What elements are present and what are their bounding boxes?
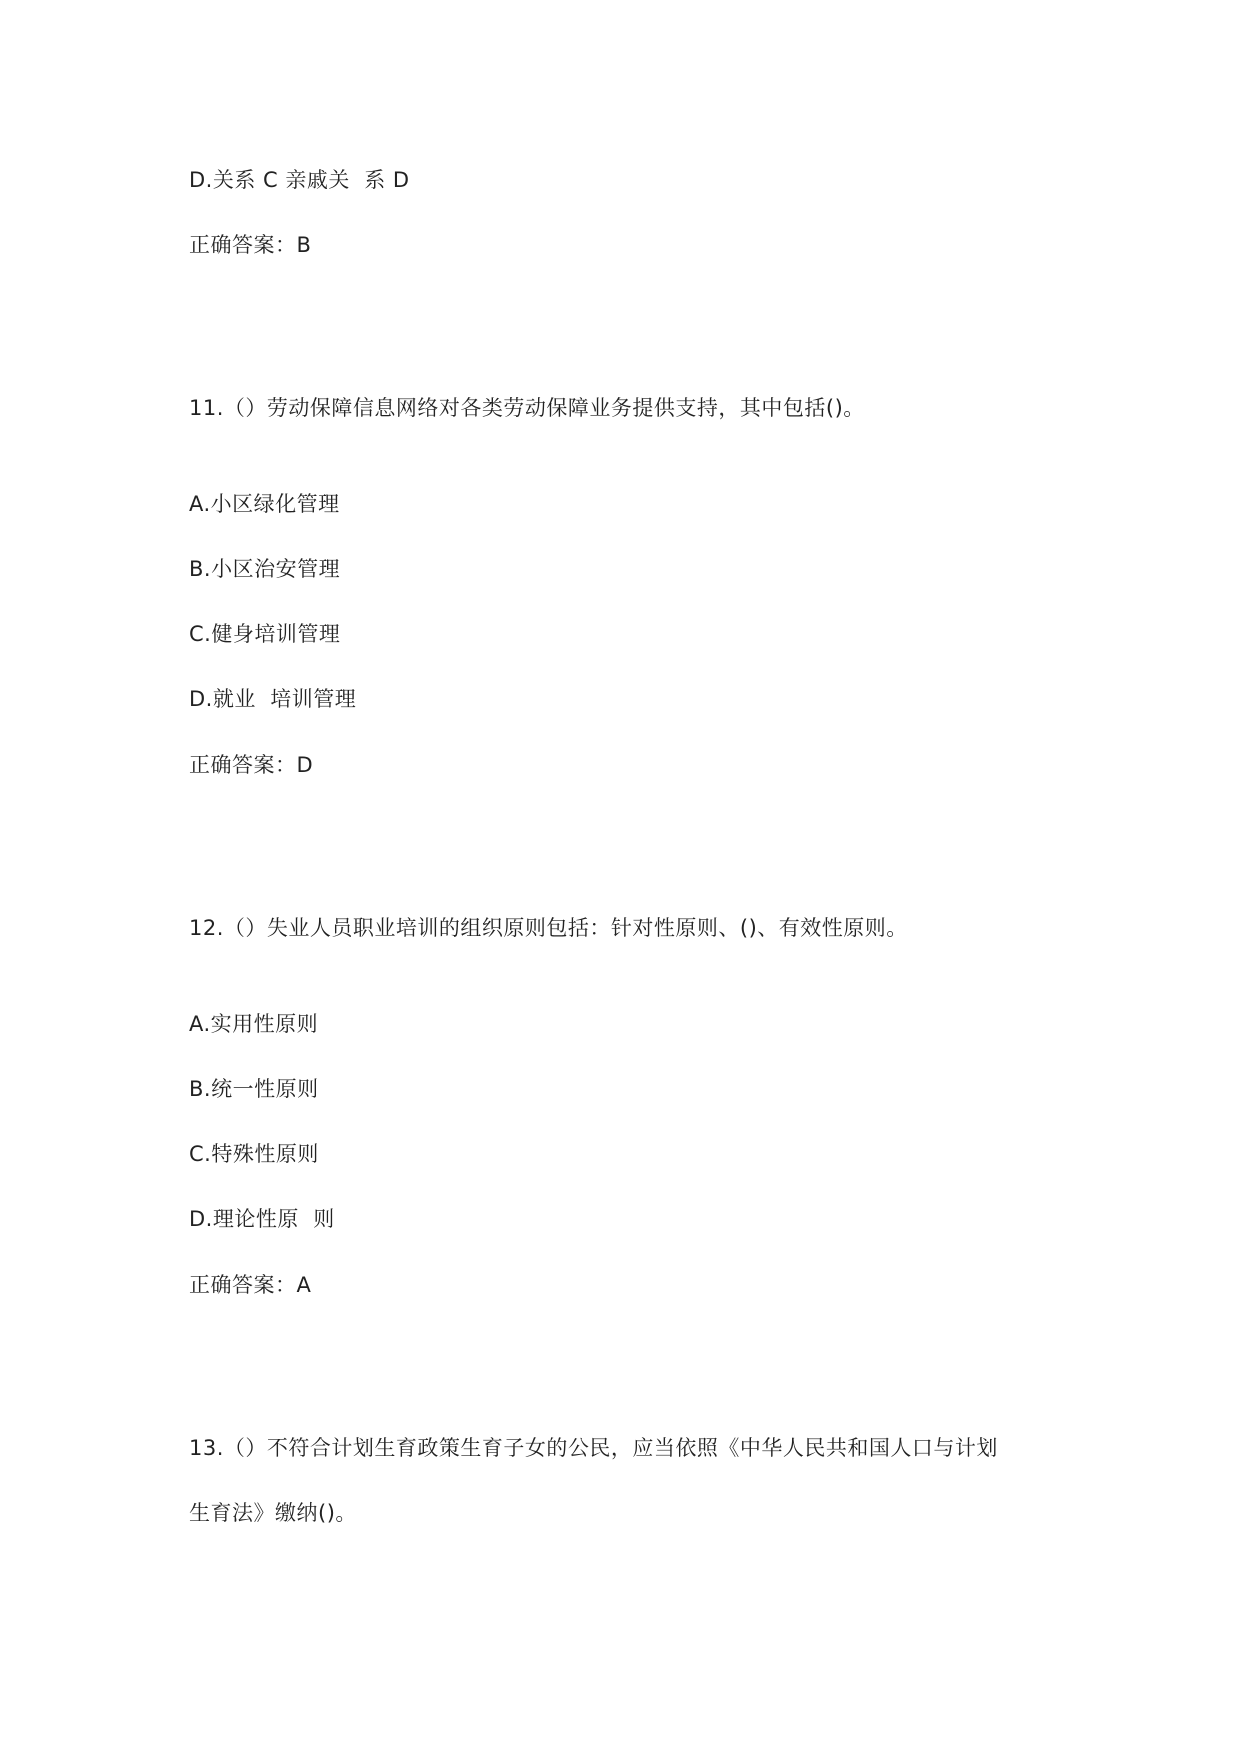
q12-option-c: C.特殊性原则 — [189, 1142, 319, 1166]
q13-question-line2: 生育法》缴纳()。 — [189, 1501, 357, 1525]
q10-option-d: D.关系 C 亲戚关 系 D — [189, 168, 410, 192]
q12-question: 12.（）失业人员职业培训的组织原则包括：针对性原则、()、有效性原则。 — [189, 916, 908, 940]
q12-option-b: B.统一性原则 — [189, 1077, 319, 1101]
q10-answer: 正确答案：B — [189, 233, 312, 257]
q12-option-d: D.理论性原 则 — [189, 1207, 335, 1231]
q11-option-b: B.小区治安管理 — [189, 557, 341, 581]
q11-option-a: A.小区绿化管理 — [189, 492, 340, 516]
q11-answer: 正确答案：D — [189, 753, 314, 777]
q12-answer: 正确答案：A — [189, 1273, 312, 1297]
q13-question-line1: 13.（）不符合计划生育政策生育子女的公民，应当依照《中华人民共和国人口与计划 — [189, 1436, 998, 1460]
q12-option-a: A.实用性原则 — [189, 1012, 319, 1036]
q11-option-d: D.就业 培训管理 — [189, 687, 357, 711]
q11-option-c: C.健身培训管理 — [189, 622, 341, 646]
q11-question: 11.（）劳动保障信息网络对各类劳动保障业务提供支持，其中包括()。 — [189, 396, 865, 420]
